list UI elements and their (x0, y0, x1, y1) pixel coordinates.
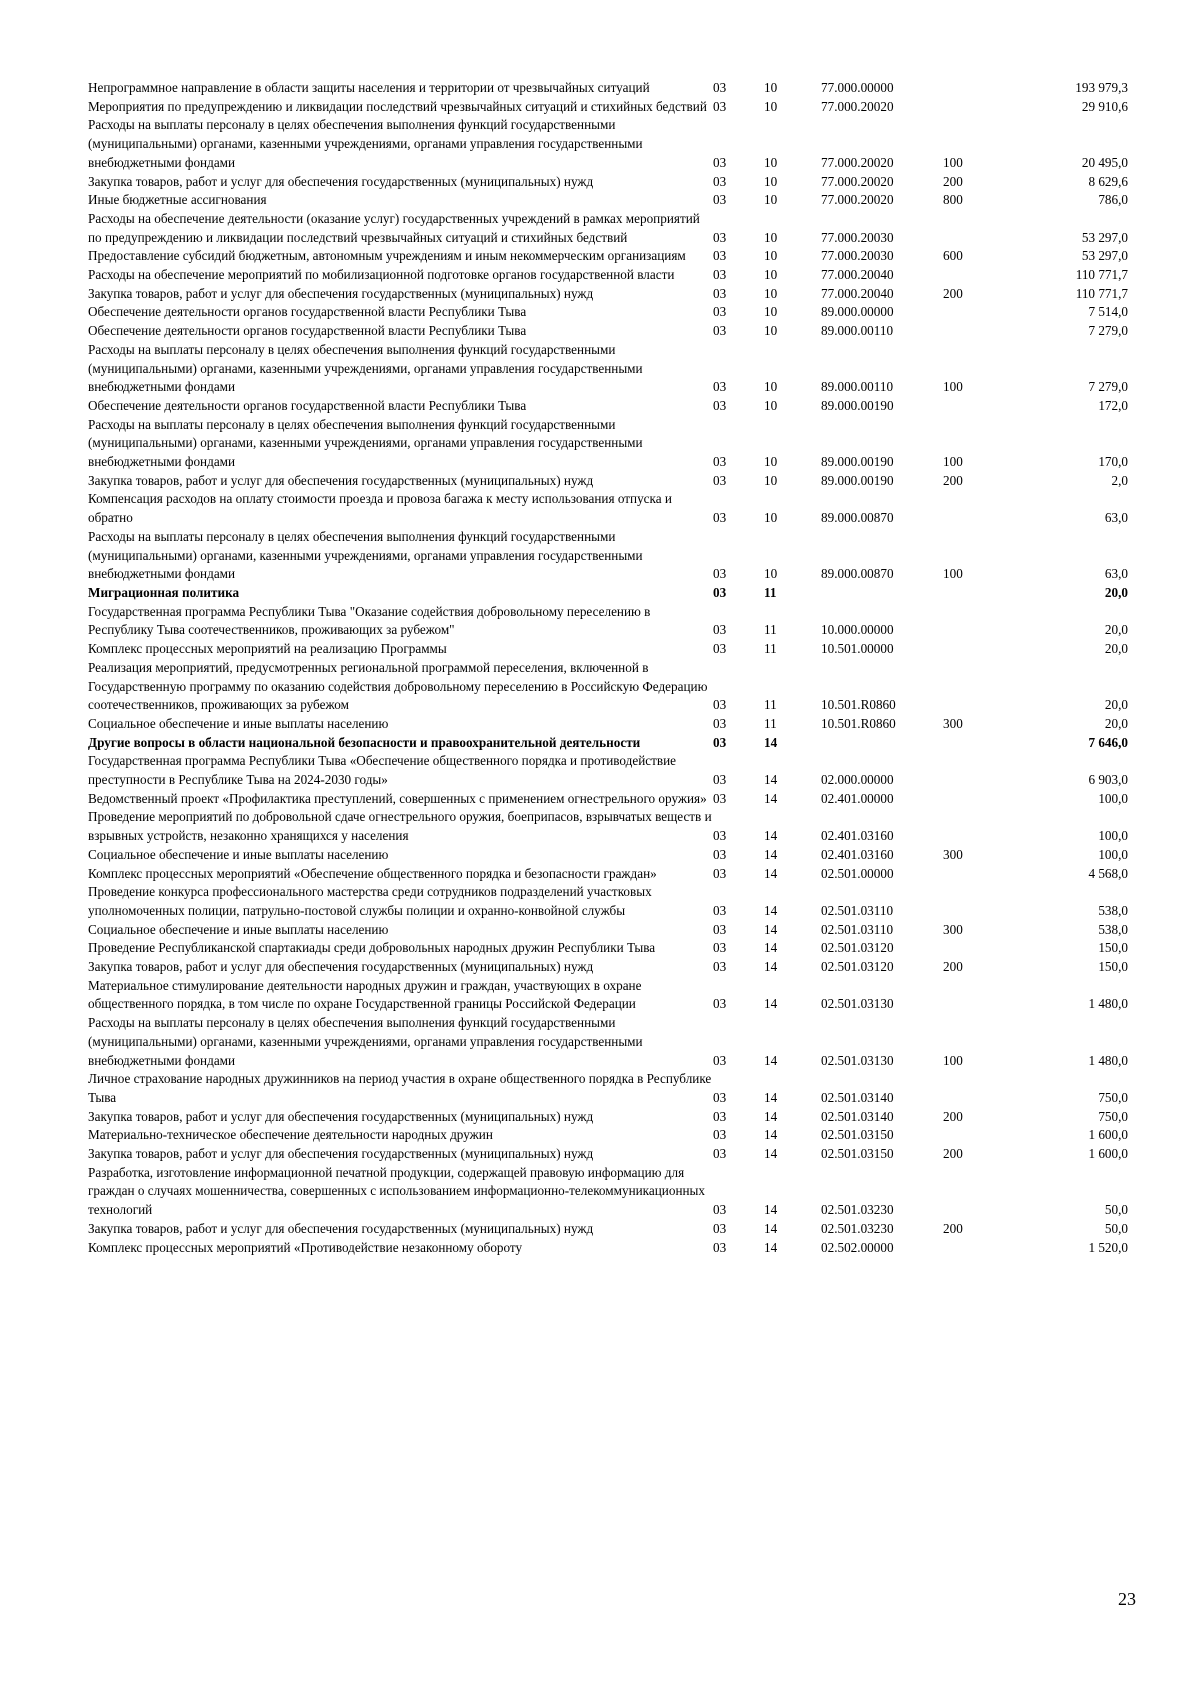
row-section-code: 03 (713, 304, 727, 320)
row-subsection-code: 10 (764, 510, 778, 526)
row-subsection-code: 14 (764, 959, 778, 975)
row-section-code: 03 (713, 248, 727, 264)
row-name: Материальное стимулирование деятельности народных дружин и граждан, участвующих в охране общественного порядка, в том числе по охране Государственной границы Российской Федерации (88, 977, 642, 1012)
row-amount: 2,0 (1111, 472, 1128, 488)
row-section-code: 03 (713, 1220, 727, 1236)
row-amount: 20,0 (1104, 622, 1128, 638)
row-name: Непрограммное направление в области защиты населения и территории от чрезвычайных ситуаций (88, 80, 650, 95)
row-name: Социальное обеспечение и иные выплаты населению (88, 846, 389, 862)
row-name: Личное страхование народных дружинников на период участия в охране общественного порядка в Республике Тыва (88, 1071, 712, 1105)
row-target-article: 77.000.20040 (821, 285, 894, 301)
row-subsection-code: 14 (764, 772, 778, 788)
row-amount: 538,0 (1098, 921, 1128, 937)
row-target-article: 77.000.20020 (821, 192, 894, 208)
row-subsection-code: 14 (764, 902, 778, 918)
row-subsection-code: 14 (764, 996, 778, 1012)
row-name: Расходы на выплаты персоналу в целях обеспечения выполнения функций государственными (муниципальными) органами, казенными учреждениями, органами управления государственными внебюджетными фондами (88, 528, 643, 582)
row-name: Комплекс процессных мероприятий «Обеспечение общественного порядка и безопасности граждан» (88, 865, 657, 881)
row-amount: 63,0 (1104, 510, 1128, 526)
row-section-code: 03 (713, 98, 727, 114)
row-target-article: 89.000.00870 (821, 566, 894, 582)
table-row (88, 1108, 1128, 1127)
row-target-article: 02.401.00000 (821, 790, 894, 806)
row-target-article: 77.000.20030 (821, 248, 894, 264)
table-row (88, 958, 1128, 977)
row-expense-type (943, 490, 1013, 527)
row-amount: 100,0 (1098, 790, 1128, 806)
row-subsection-code: 10 (764, 285, 778, 301)
row-section-code: 03 (713, 697, 727, 713)
row-subsection-code: 14 (764, 846, 778, 862)
row-name: Ведомственный проект «Профилактика преступлений, совершенных с применением огнестрельного оружия» (88, 790, 707, 806)
row-name: Миграционная политика (88, 584, 240, 600)
table-row (88, 210, 1128, 247)
table-row (88, 247, 1128, 266)
row-amount: 150,0 (1098, 959, 1128, 975)
row-target-article: 02.000.00000 (821, 772, 894, 788)
row-subsection-code: 10 (764, 173, 778, 189)
row-expense-type (943, 790, 1013, 809)
row-target-article: 89.000.00190 (821, 472, 894, 488)
row-target-article: 77.000.20020 (821, 173, 894, 189)
row-section-code: 03 (713, 1108, 727, 1124)
row-expense-type (943, 584, 1013, 603)
row-section-code: 03 (713, 454, 727, 470)
row-name: Социальное обеспечение и иные выплаты населению (88, 715, 389, 731)
row-section-code: 03 (713, 1202, 727, 1218)
row-name: Закупка товаров, работ и услуг для обеспечения государственных (муниципальных) нужд (88, 1220, 594, 1236)
row-name: Разработка, изготовление информационной печатной продукции, содержащей правовую информацию для граждан о случаях мошенничества, совершенных с использованием информационно-телекоммуникационных технологий (88, 1164, 706, 1218)
row-expense-type: 200 (943, 959, 963, 975)
row-name: Закупка товаров, работ и услуг для обеспечения государственных (муниципальных) нужд (88, 1146, 594, 1162)
row-expense-type: 100 (943, 379, 963, 395)
row-amount: 20,0 (1104, 584, 1128, 600)
row-name: Государственная программа Республики Тыва «Обеспечение общественного порядка и противодействие преступности в Республике Тыва на 2024-2030 годы» (88, 753, 677, 788)
row-subsection-code: 10 (764, 248, 778, 264)
row-expense-type: 300 (943, 921, 963, 937)
row-name: Иные бюджетные ассигнования (88, 192, 267, 208)
row-target-article (821, 584, 943, 603)
row-amount: 1 600,0 (1088, 1127, 1128, 1143)
table-row (88, 322, 1128, 341)
row-section-code: 03 (713, 285, 727, 301)
row-subsection-code: 10 (764, 323, 778, 339)
table-row (88, 173, 1128, 192)
row-expense-type: 800 (943, 192, 963, 208)
table-row (88, 303, 1128, 322)
row-amount: 172,0 (1098, 397, 1128, 413)
row-section-code: 03 (713, 790, 727, 806)
row-target-article: 89.000.00110 (821, 379, 894, 395)
row-amount: 53 297,0 (1081, 248, 1128, 264)
row-target-article: 02.401.03160 (821, 846, 894, 862)
row-name: Закупка товаров, работ и услуг для обеспечения государственных (муниципальных) нужд (88, 173, 594, 189)
table-row (88, 640, 1128, 659)
row-expense-type (943, 79, 1013, 98)
row-target-article: 89.000.00870 (821, 510, 894, 526)
row-section-code: 03 (713, 1146, 727, 1162)
row-amount: 110 771,7 (1075, 267, 1128, 283)
row-target-article: 02.501.03110 (821, 921, 894, 937)
row-section-code: 03 (713, 1089, 727, 1105)
row-target-article: 89.000.00110 (821, 323, 894, 339)
row-subsection-code: 10 (764, 192, 778, 208)
row-subsection-code: 14 (764, 1108, 778, 1124)
row-expense-type (943, 752, 1013, 789)
row-section-code: 03 (713, 584, 727, 600)
row-section-code: 03 (713, 173, 727, 189)
row-amount: 50,0 (1104, 1202, 1128, 1218)
row-expense-type: 200 (943, 173, 963, 189)
row-section-code: 03 (713, 229, 727, 245)
row-section-code: 03 (713, 734, 727, 750)
row-expense-type: 300 (943, 715, 963, 731)
row-amount: 750,0 (1098, 1089, 1128, 1105)
row-expense-type (943, 640, 1013, 659)
row-amount: 20,0 (1104, 641, 1128, 657)
row-name: Проведение конкурса профессионального мастерства среди сотрудников подразделений участковых уполномоченных полиции, патрульно-постовой службы полиции и охранно-конвойной службы (88, 884, 652, 918)
row-expense-type: 100 (943, 1052, 963, 1068)
table-row (88, 846, 1128, 865)
row-amount: 7 514,0 (1088, 304, 1128, 320)
row-name: Обеспечение деятельности органов государственной власти Республики Тыва (88, 397, 527, 413)
row-target-article: 77.000.20020 (821, 154, 894, 170)
row-name: Социальное обеспечение и иные выплаты населению (88, 921, 389, 937)
table-row (88, 865, 1128, 884)
row-name: Материально-техническое обеспечение деятельности народных дружин (88, 1127, 493, 1143)
table-row (88, 116, 1128, 172)
row-section-code: 03 (713, 397, 727, 413)
row-amount: 786,0 (1098, 192, 1128, 208)
row-amount: 750,0 (1098, 1108, 1128, 1124)
row-name: Расходы на обеспечение мероприятий по мобилизационной подготовке органов государственной власти (88, 267, 675, 283)
table-row (88, 808, 1128, 845)
row-section-code: 03 (713, 323, 727, 339)
row-amount: 1 520,0 (1088, 1239, 1128, 1255)
row-amount: 20,0 (1104, 697, 1128, 713)
table-row (88, 1220, 1128, 1239)
table-row (88, 416, 1128, 472)
row-expense-type: 200 (943, 285, 963, 301)
row-name: Предоставление субсидий бюджетным, автономным учреждениям и иным некоммерческим организациям (88, 248, 686, 264)
row-name: Комплекс процессных мероприятий на реализацию Программы (88, 641, 447, 657)
table-row (88, 191, 1128, 210)
row-amount: 7 279,0 (1088, 379, 1128, 395)
row-target-article: 10.501.00000 (821, 641, 894, 657)
row-name: Закупка товаров, работ и услуг для обеспечения государственных (муниципальных) нужд (88, 959, 594, 975)
row-name: Расходы на обеспечение деятельности (оказание услуг) государственных учреждений в рамках мероприятий по предупреждению и ликвидации последствий чрезвычайных ситуаций и стихийных бедствий (88, 210, 700, 245)
row-expense-type: 100 (943, 454, 963, 470)
row-section-code: 03 (713, 1052, 727, 1068)
table-row (88, 603, 1128, 640)
row-target-article: 02.502.00000 (821, 1239, 894, 1255)
row-subsection-code: 10 (764, 379, 778, 395)
row-amount: 20 495,0 (1081, 154, 1128, 170)
row-name: Обеспечение деятельности органов государственной власти Республики Тыва (88, 323, 527, 339)
row-section-code: 03 (713, 940, 727, 956)
budget-table-body (88, 79, 1128, 1257)
row-section-code: 03 (713, 846, 727, 862)
row-target-article: 10.000.00000 (821, 622, 894, 638)
row-target-article: 02.501.03140 (821, 1108, 894, 1124)
row-section-code: 03 (713, 715, 727, 731)
row-amount: 29 910,6 (1081, 98, 1128, 114)
row-amount: 8 629,6 (1088, 173, 1128, 189)
row-name: Проведение Республиканской спартакиады среди добровольных народных дружин Республики Тыва (88, 940, 656, 956)
row-name: Проведение мероприятий по добровольной сдаче огнестрельного оружия, боеприпасов, взрывчатых веществ и взрывных устройств, незаконно хранящихся у населения (88, 809, 712, 844)
row-section-code: 03 (713, 641, 727, 657)
budget-table (88, 79, 1128, 1257)
row-amount: 6 903,0 (1088, 772, 1128, 788)
row-name: Компенсация расходов на оплату стоимости проезда и провоза багажа к месту использования отпуска и обратно (88, 491, 672, 526)
row-subsection-code: 14 (764, 734, 778, 750)
row-section-code: 03 (713, 154, 727, 170)
row-expense-type: 200 (943, 472, 963, 488)
row-name: Реализация мероприятий, предусмотренных региональной программой переселения, включенной в Государственную программу по оказанию содействия добровольному переселению в Российскую Федерацию соотечественников, проживающих за рубежом (88, 659, 708, 713)
row-amount: 150,0 (1098, 940, 1128, 956)
row-amount: 4 568,0 (1088, 865, 1128, 881)
row-section-code: 03 (713, 902, 727, 918)
page-number: 23 (1118, 1589, 1136, 1609)
row-name: Комплекс процессных мероприятий «Противодействие незаконному обороту (88, 1239, 523, 1255)
row-section-code: 03 (713, 772, 727, 788)
row-expense-type (943, 977, 1013, 1014)
row-subsection-code: 10 (764, 267, 778, 283)
row-subsection-code: 11 (764, 641, 777, 657)
table-row (88, 977, 1128, 1014)
row-amount: 20,0 (1104, 715, 1128, 731)
row-target-article: 10.501.R0860 (821, 697, 896, 713)
row-expense-type (943, 1126, 1013, 1145)
table-row (88, 397, 1128, 416)
row-expense-type: 100 (943, 154, 963, 170)
row-expense-type (943, 210, 1013, 247)
table-row (88, 584, 1128, 603)
row-name: Закупка товаров, работ и услуг для обеспечения государственных (муниципальных) нужд (88, 285, 594, 301)
row-target-article: 77.000.20040 (821, 267, 894, 283)
table-row (88, 285, 1128, 304)
row-target-article: 77.000.00000 (821, 80, 894, 95)
row-name: Другие вопросы в области национальной безопасности и правоохранительной деятельности (88, 734, 641, 750)
row-section-code: 03 (713, 959, 727, 975)
row-amount: 110 771,7 (1075, 285, 1128, 301)
row-expense-type (943, 734, 1013, 753)
row-section-code: 03 (713, 921, 727, 937)
row-expense-type (943, 603, 1013, 640)
row-target-article: 02.501.03120 (821, 940, 894, 956)
row-section-code: 03 (713, 267, 727, 283)
row-target-article: 02.501.03230 (821, 1220, 894, 1236)
row-section-code: 03 (713, 996, 727, 1012)
row-name: Государственная программа Республики Тыва "Оказание содействия добровольному переселению в Республику Тыва соотечественников, проживающих за рубежом" (88, 603, 651, 638)
table-row (88, 79, 1128, 98)
row-target-article: 89.000.00190 (821, 454, 894, 470)
row-section-code: 03 (713, 1127, 727, 1143)
table-row (88, 659, 1128, 715)
row-amount: 100,0 (1098, 828, 1128, 844)
row-name: Обеспечение деятельности органов государственной власти Республики Тыва (88, 304, 527, 320)
row-expense-type: 200 (943, 1220, 963, 1236)
row-section-code: 03 (713, 80, 727, 95)
row-amount: 1 480,0 (1088, 1052, 1128, 1068)
row-subsection-code: 14 (764, 828, 778, 844)
row-amount: 538,0 (1098, 902, 1128, 918)
table-row (88, 921, 1128, 940)
row-amount: 193 979,3 (1075, 80, 1128, 95)
row-section-code: 03 (713, 472, 727, 488)
row-expense-type (943, 1239, 1013, 1258)
row-subsection-code: 14 (764, 1052, 778, 1068)
row-subsection-code: 14 (764, 1089, 778, 1105)
row-target-article: 77.000.20030 (821, 229, 894, 245)
row-subsection-code: 14 (764, 790, 778, 806)
row-expense-type: 200 (943, 1108, 963, 1124)
table-row (88, 490, 1128, 527)
row-expense-type (943, 98, 1013, 117)
row-target-article: 02.501.03110 (821, 902, 894, 918)
table-row (88, 752, 1128, 789)
table-row (88, 1164, 1128, 1220)
row-expense-type (943, 322, 1013, 341)
table-row (88, 939, 1128, 958)
row-amount: 50,0 (1104, 1220, 1128, 1236)
row-expense-type: 600 (943, 248, 963, 264)
table-row (88, 715, 1128, 734)
row-amount: 7 279,0 (1088, 323, 1128, 339)
row-expense-type (943, 865, 1013, 884)
row-subsection-code: 10 (764, 98, 778, 114)
row-subsection-code: 14 (764, 1202, 778, 1218)
row-subsection-code: 14 (764, 1127, 778, 1143)
row-amount: 7 646,0 (1088, 734, 1128, 750)
row-subsection-code: 10 (764, 229, 778, 245)
row-section-code: 03 (713, 566, 727, 582)
row-name: Расходы на выплаты персоналу в целях обеспечения выполнения функций государственными (муниципальными) органами, казенными учреждениями, органами управления государственными внебюджетными фондами (88, 341, 643, 395)
table-row (88, 266, 1128, 285)
row-subsection-code: 10 (764, 454, 778, 470)
row-expense-type (943, 1164, 1013, 1220)
table-row (88, 472, 1128, 491)
row-subsection-code: 10 (764, 80, 778, 95)
table-row (88, 790, 1128, 809)
row-subsection-code: 14 (764, 921, 778, 937)
row-amount: 63,0 (1104, 566, 1128, 582)
row-target-article (821, 734, 943, 753)
table-row (88, 1145, 1128, 1164)
row-expense-type: 300 (943, 846, 963, 862)
row-subsection-code: 10 (764, 472, 778, 488)
table-row (88, 883, 1128, 920)
row-expense-type: 100 (943, 566, 963, 582)
row-section-code: 03 (713, 622, 727, 638)
row-expense-type (943, 659, 1013, 715)
row-name: Мероприятия по предупреждению и ликвидации последствий чрезвычайных ситуаций и стихийных бедствий (88, 98, 707, 114)
row-section-code: 03 (713, 379, 727, 395)
row-target-article: 02.501.03130 (821, 996, 894, 1012)
row-section-code: 03 (713, 828, 727, 844)
row-target-article: 02.401.03160 (821, 828, 894, 844)
row-subsection-code: 10 (764, 304, 778, 320)
row-subsection-code: 14 (764, 1239, 778, 1255)
row-subsection-code: 10 (764, 566, 778, 582)
row-subsection-code: 14 (764, 865, 778, 881)
row-subsection-code: 11 (764, 622, 777, 638)
row-target-article: 02.501.03230 (821, 1202, 894, 1218)
row-subsection-code: 14 (764, 1220, 778, 1236)
row-target-article: 89.000.00190 (821, 397, 894, 413)
row-amount: 53 297,0 (1081, 229, 1128, 245)
row-expense-type (943, 303, 1013, 322)
row-target-article: 89.000.00000 (821, 304, 894, 320)
row-name: Расходы на выплаты персоналу в целях обеспечения выполнения функций государственными (муниципальными) органами, казенными учреждениями, органами управления государственными внебюджетными фондами (88, 416, 643, 470)
table-row (88, 528, 1128, 584)
row-expense-type (943, 1070, 1013, 1107)
row-section-code: 03 (713, 1239, 727, 1255)
row-expense-type (943, 266, 1013, 285)
row-name: Расходы на выплаты персоналу в целях обеспечения выполнения функций государственными (муниципальными) органами, казенными учреждениями, органами управления государственными внебюджетными фондами (88, 117, 643, 170)
row-target-article: 02.501.03130 (821, 1052, 894, 1068)
table-row (88, 1014, 1128, 1070)
table-row (88, 98, 1128, 117)
row-target-article: 10.501.R0860 (821, 715, 896, 731)
row-target-article: 77.000.20020 (821, 98, 894, 114)
row-subsection-code: 10 (764, 154, 778, 170)
table-row (88, 341, 1128, 397)
row-expense-type (943, 808, 1013, 845)
row-expense-type (943, 397, 1013, 416)
row-expense-type: 200 (943, 1146, 963, 1162)
row-section-code: 03 (713, 865, 727, 881)
row-target-article: 02.501.03150 (821, 1146, 894, 1162)
table-row (88, 1126, 1128, 1145)
row-target-article: 02.501.00000 (821, 865, 894, 881)
row-subsection-code: 11 (764, 715, 777, 731)
row-subsection-code: 11 (764, 584, 777, 600)
row-expense-type (943, 939, 1013, 958)
row-subsection-code: 14 (764, 1146, 778, 1162)
row-subsection-code: 14 (764, 940, 778, 956)
table-row (88, 1239, 1128, 1258)
row-amount: 1 600,0 (1088, 1146, 1128, 1162)
row-target-article: 02.501.03140 (821, 1089, 894, 1105)
table-row (88, 1070, 1128, 1107)
row-amount: 170,0 (1098, 454, 1128, 470)
row-target-article: 02.501.03120 (821, 959, 894, 975)
row-section-code: 03 (713, 510, 727, 526)
row-section-code: 03 (713, 192, 727, 208)
row-name: Расходы на выплаты персоналу в целях обеспечения выполнения функций государственными (муниципальными) органами, казенными учреждениями, органами управления государственными внебюджетными фондами (88, 1015, 643, 1068)
row-target-article: 02.501.03150 (821, 1127, 894, 1143)
row-subsection-code: 10 (764, 397, 778, 413)
row-amount: 100,0 (1098, 846, 1128, 862)
row-name: Закупка товаров, работ и услуг для обеспечения государственных (муниципальных) нужд (88, 1108, 594, 1124)
row-expense-type (943, 883, 1013, 920)
row-amount: 1 480,0 (1088, 996, 1128, 1012)
row-name: Закупка товаров, работ и услуг для обеспечения государственных (муниципальных) нужд (88, 472, 594, 488)
row-subsection-code: 11 (764, 697, 777, 713)
table-row (88, 734, 1128, 753)
